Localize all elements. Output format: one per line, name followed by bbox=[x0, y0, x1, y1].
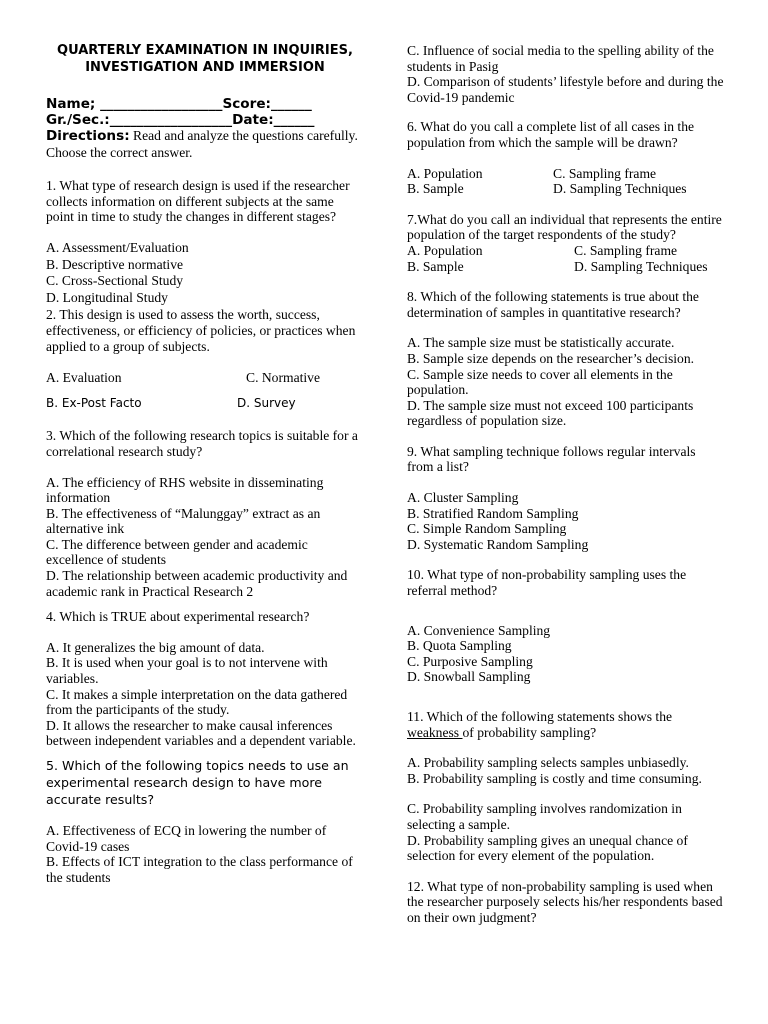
question-11-options-cd bbox=[407, 801, 725, 863]
name-score-line: Name; __________________Score:______ bbox=[46, 96, 312, 112]
question-8 bbox=[407, 289, 725, 429]
question-1-option-b: B. Descriptive normative bbox=[46, 256, 184, 272]
question-8-option-d: D. The sample size must not exceed 100 participants regardless of population size. bbox=[407, 397, 694, 429]
question-1-option-a: A. Assessment/Evaluation bbox=[46, 239, 189, 255]
question-11-option-b: B. Probability sampling is costly and time consuming. bbox=[407, 770, 702, 786]
question-3-option-b: B. The effectiveness of “Malunggay” extract as an alternative ink bbox=[46, 505, 321, 537]
question-5-option-b: B. Effects of ICT integration to the class performance of the students bbox=[46, 854, 353, 885]
question-4-option-c: C. It makes a simple interpretation on the data gathered from the participants of the study. bbox=[46, 686, 348, 718]
question-2-option-d: D. Survey bbox=[237, 395, 296, 410]
question-11-underlined-word: weakness bbox=[407, 724, 463, 740]
question-7-text: 7.What do you call an individual that represents the entire population of the target respondents of the study? bbox=[407, 211, 722, 243]
question-5-option-a: A. Effectiveness of ECQ in lowering the number of Covid-19 cases bbox=[46, 823, 327, 854]
question-4-text: 4. Which is TRUE about experimental research? bbox=[46, 609, 310, 625]
question-5-option-c: C. Influence of social media to the spelling ability of the students in Pasig bbox=[407, 43, 714, 74]
question-8-option-b: B. Sample size depends on the researcher’s decision. bbox=[407, 350, 695, 366]
question-12-text: 12. What type of non-probability sampling is used when the researcher purposely selects his/her respondents based on their own judgment? bbox=[407, 878, 723, 925]
question-7 bbox=[407, 212, 725, 274]
question-10-option-d: D. Snowball Sampling bbox=[407, 669, 531, 685]
question-3-text: 3. Which of the following research topics is suitable for a correlational research study? bbox=[46, 428, 358, 459]
question-9-options bbox=[407, 490, 725, 552]
question-3 bbox=[46, 428, 364, 599]
question-6-text: 6. What do you call a complete list of all cases in the population from which the sample will be drawn? bbox=[407, 119, 695, 150]
question-11-option-c: C. Probability sampling involves randomization in selecting a sample. bbox=[407, 801, 682, 832]
question-7-option-a: A. Population bbox=[407, 242, 483, 258]
question-9-option-b: B. Stratified Random Sampling bbox=[407, 505, 579, 521]
question-1-text: 1. What type of research design is used if the researcher collects information on different subjects at the same point in time to study the changes in different stages? bbox=[46, 178, 350, 225]
question-12 bbox=[407, 879, 725, 926]
question-10-text: 10. What type of non-probability sampling uses the referral method? bbox=[407, 567, 687, 599]
question-7-option-c: C. Sampling frame bbox=[574, 242, 678, 258]
question-4-option-d: D. It allows the researcher to make causal inferences between independent variables and a dependent variable. bbox=[46, 717, 356, 749]
question-7-option-d: D. Sampling Techniques bbox=[574, 258, 708, 274]
question-7-options-row-2 bbox=[407, 259, 725, 275]
question-1-option-d: D. Longitudinal Study bbox=[46, 289, 168, 305]
question-10-option-b: B. Quota Sampling bbox=[407, 638, 512, 654]
question-2-option-c: C. Normative bbox=[246, 370, 320, 386]
question-8-text: 8. Which of the following statements is true about the determination of samples in quantitative research? bbox=[407, 289, 699, 320]
question-10-options bbox=[407, 623, 725, 685]
question-8-option-a: A. The sample size must be statistically accurate. bbox=[407, 335, 675, 351]
question-9-text: 9. What sampling technique follows regular intervals from a list? bbox=[407, 443, 696, 475]
question-8-option-c: C. Sample size needs to cover all elements in the population. bbox=[407, 366, 673, 398]
question-6 bbox=[407, 119, 725, 196]
question-9-option-c: C. Simple Random Sampling bbox=[407, 521, 567, 537]
question-1-options bbox=[46, 240, 364, 305]
question-4-option-a: A. It generalizes the big amount of data. bbox=[46, 639, 265, 655]
question-2 bbox=[46, 307, 364, 411]
exam-title: QUARTERLY EXAMINATION IN INQUIRIES, INVESTIGATION AND IMMERSION bbox=[57, 43, 353, 75]
question-10-option-c: C. Purposive Sampling bbox=[407, 653, 533, 669]
directions-label: Directions: bbox=[46, 128, 130, 144]
question-4 bbox=[46, 609, 364, 749]
question-11-options-ab bbox=[407, 755, 725, 786]
question-4-options bbox=[46, 640, 364, 749]
question-11 bbox=[407, 709, 725, 864]
question-5-options-left bbox=[46, 823, 364, 885]
question-6-options-row-2 bbox=[407, 181, 725, 197]
question-4-option-b: B. It is used when your goal is to not intervene with variables. bbox=[46, 655, 328, 687]
question-2-option-b: B. Ex-Post Facto bbox=[46, 395, 142, 410]
question-5 bbox=[46, 757, 364, 885]
question-5-continued bbox=[407, 43, 725, 105]
question-3-option-a: A. The efficiency of RHS website in disseminating information bbox=[46, 474, 324, 506]
left-column bbox=[46, 42, 364, 885]
question-6-options-row-1 bbox=[407, 166, 725, 182]
question-11-option-a: A. Probability sampling selects samples unbiasedly. bbox=[407, 755, 689, 771]
question-10-option-a: A. Convenience Sampling bbox=[407, 622, 551, 638]
question-3-option-c: C. The difference between gender and academic excellence of students bbox=[46, 536, 308, 568]
question-2-options-row-2 bbox=[46, 396, 364, 412]
question-9-option-a: A. Cluster Sampling bbox=[407, 490, 519, 506]
question-11-text-start: 11. Which of the following statements shows the bbox=[407, 709, 673, 724]
question-11-text-end: of probability sampling? bbox=[462, 724, 597, 740]
question-2-text: 2. This design is used to assess the worth, success, effectiveness, or efficiency of policies, or practices when applied to a group of subjects. bbox=[46, 307, 356, 354]
question-6-option-c: C. Sampling frame bbox=[553, 165, 657, 181]
question-6-option-d: D. Sampling Techniques bbox=[553, 181, 687, 197]
question-6-option-b: B. Sample bbox=[407, 181, 464, 197]
question-7-option-b: B. Sample bbox=[407, 258, 464, 274]
question-9-option-d: D. Systematic Random Sampling bbox=[407, 536, 589, 552]
question-1-option-c: C. Cross-Sectional Study bbox=[46, 273, 184, 289]
question-5-option-d: D. Comparison of students’ lifestyle before and during the Covid-19 pandemic bbox=[407, 74, 724, 105]
question-3-option-d: D. The relationship between academic productivity and academic rank in Practical Research 2 bbox=[46, 568, 348, 599]
question-6-option-a: A. Population bbox=[407, 165, 483, 181]
question-2-options-row-1 bbox=[46, 370, 364, 386]
section-date-line: Gr./Sec.:__________________Date:______ bbox=[46, 112, 315, 128]
question-1 bbox=[46, 178, 364, 305]
question-11-option-d: D. Probability sampling gives an unequal chance of selection for every element of the population. bbox=[407, 832, 688, 864]
question-5-text: 5. Which of the following topics needs to use an experimental research design to have more accurate results? bbox=[46, 758, 349, 807]
question-3-options bbox=[46, 475, 364, 600]
question-7-options-row-1 bbox=[407, 243, 725, 259]
question-10 bbox=[407, 567, 725, 685]
question-11-text bbox=[407, 709, 725, 740]
question-8-options bbox=[407, 335, 725, 429]
right-column bbox=[407, 43, 725, 926]
question-9 bbox=[407, 444, 725, 553]
directions-text: Read and analyze the questions carefully. Choose the correct answer. bbox=[46, 128, 358, 160]
question-2-option-a: A. Evaluation bbox=[46, 370, 122, 386]
directions bbox=[46, 128, 364, 160]
